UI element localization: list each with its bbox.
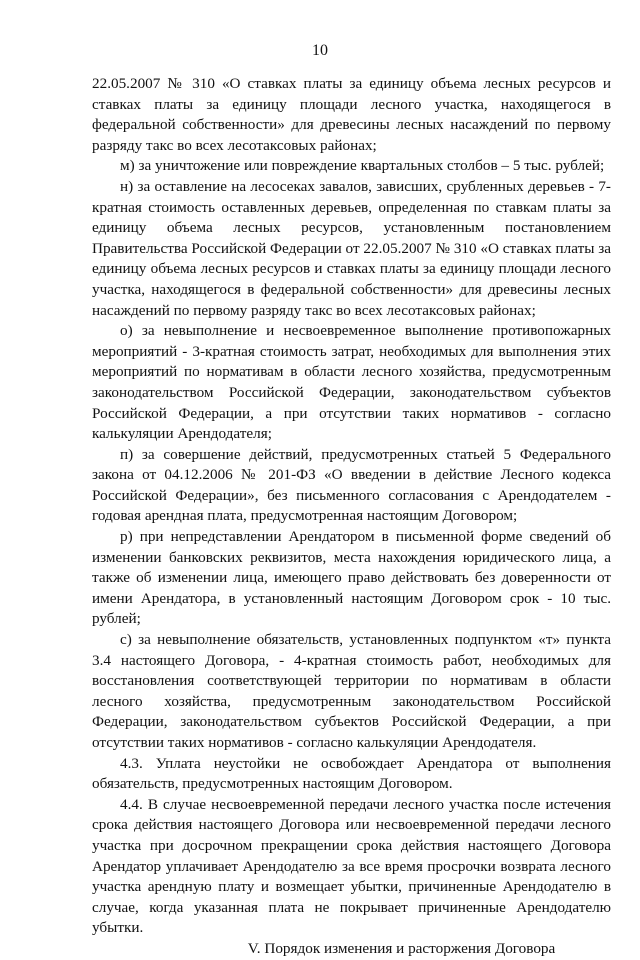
page-number: 10: [312, 42, 328, 59]
paragraph-4-3: 4.3. Уплата неустойки не освобождает Арендатора от выполнения обязательств, предусмотренных настоящим Договором.: [92, 754, 611, 793]
paragraph-continuation: 22.05.2007 № 310 «О ставках платы за единицу объема лесных ресурсов и ставках платы за единицу площади лесного участка, находящегося в федеральной собственности» для древесины лесных насаждений по первому разряду такс во всех лесотаксовых районах;: [92, 75, 611, 154]
paragraph-m: м) за уничтожение или повреждение квартальных столбов – 5 тыс. рублей;: [120, 157, 605, 175]
document-body: [92, 74, 611, 960]
paragraph-p: п) за совершение действий, предусмотренных статьей 5 Федерального закона от 04.12.2006 № 201-ФЗ «О введении в действие Лесного кодекса Российской Федерации», без письменного согласования с Арендодателем - годовая арендная плата, предусмотренная настоящим Договором;: [92, 445, 611, 525]
paragraph-s: с) за невыполнение обязательств, установленных подпунктом «т» пункта 3.4 настоящего Договора, - 4-кратная стоимость работ, необходимых для восстановления соответствующей территории по нормативам в области лесного хозяйства, предусмотренным законодательством Российской Федерации, законодательством субъектов Российской Федерации, а при отсутствии таких нормативов - согласно калькуляции Арендодателя.: [92, 631, 611, 751]
paragraph-n: н) за оставление на лесосеках завалов, зависших, срубленных деревьев - 7-кратная стоимость оставленных деревьев, определенная по ставкам платы за единицу объема лесных ресурсов, установленным постановлением Правительства Российской Федерации от 22.05.2007 № 310 «О ставках платы за единицу объема лесных ресурсов и ставках платы за единицу площади лесного участка, находящегося в федеральной собственности» для древесины лесных насаждений по первому разряду такс во всех лесотаксовых районах;: [92, 177, 611, 319]
paragraph-o: о) за невыполнение и несвоевременное выполнение противопожарных мероприятий - 3-кратная стоимость затрат, необходимых для выполнения этих мероприятий по нормативам в области лесного хозяйства, предусмотренным законодательством Российской Федерации, законодательством субъектов Российской Федерации, а при отсутствии таких нормативов - согласно калькуляции Арендодателя;: [92, 322, 611, 443]
paragraph-r: р) при непредставлении Арендатором в письменной форме сведений об изменении банковских реквизитов, места нахождения юридического лица, а также об изменении лица, имеющего право действовать без доверенности от имени Арендатора, в установленный настоящим Договором срок - 10 тыс. рублей;: [92, 528, 611, 628]
section-heading: V. Порядок изменения и расторжения Договора: [247, 939, 556, 957]
paragraph-4-4: 4.4. В случае несвоевременной передачи лесного участка после истечения срока действия настоящего Договора или несвоевременной передачи лесного участка при досрочном прекращении срока действия настоящего Договора Арендатор уплачивает Арендодателю за все время просрочки возврата лесного участка арендную плату и возмещает убытки, причиненные Арендодателю в случае, когда указанная плата не покрывает причиненные Арендодателю убытки.: [92, 795, 611, 937]
